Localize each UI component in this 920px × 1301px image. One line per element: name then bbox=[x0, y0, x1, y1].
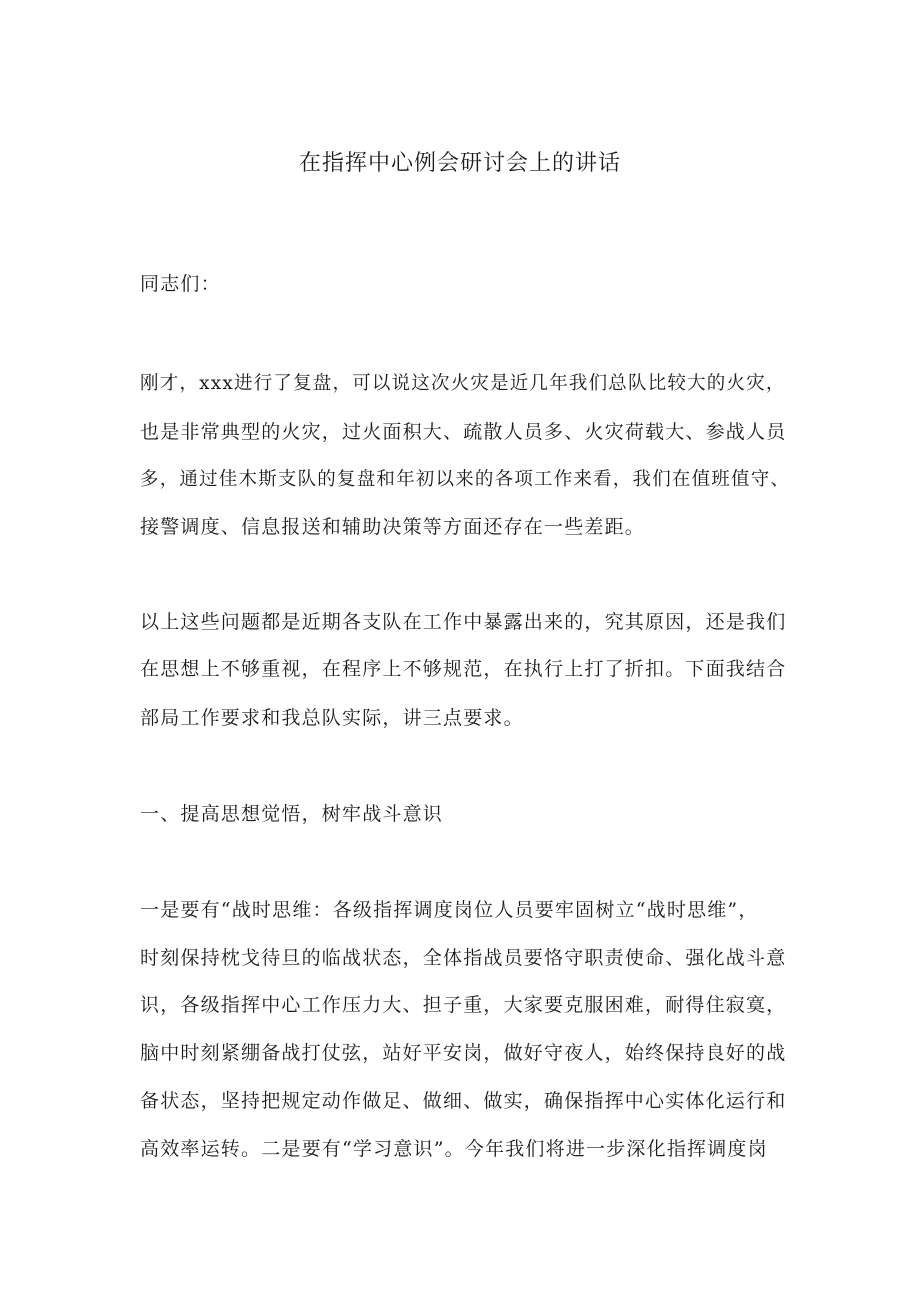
paragraph1-line3: 多，通过佳木斯支队的复盘和年初以来的各项工作来看，我们在值班值守、 bbox=[140, 469, 791, 490]
paragraph2-line3: 部局工作要求和我总队实际，讲三点要求。 bbox=[140, 707, 524, 729]
paragraph2-line2: 在思想上不够重视，在程序上不够规范，在执行上打了折扣。下面我结合 bbox=[140, 658, 787, 680]
document-title: 在指挥中心例会研讨会上的讲话 bbox=[298, 151, 621, 176]
paragraph1-line1: 刚才，xxx进行了复盘，可以说这次火灾是近几年我们总队比较大的火灾， bbox=[140, 373, 786, 394]
paragraph3-line5: 备状态，坚持把规定动作做足、做细、做实，确保指挥中心实体化运行和 bbox=[140, 1090, 787, 1112]
paragraph3-line3: 识，各级指挥中心工作压力大、担子重，大家要克服困难，耐得住寂寞， bbox=[140, 994, 787, 1016]
section-heading-1: 一、提高思想觉悟，树牢战斗意识 bbox=[140, 803, 444, 825]
salutation: 同志们： bbox=[140, 273, 221, 295]
paragraph3-line6: 高效率运转。二是要有“学习意识”。今年我们将进一步深化指挥调度岗 bbox=[140, 1138, 768, 1160]
paragraph2-line1: 以上这些问题都是近期各支队在工作中暴露出来的，究其原因，还是我们 bbox=[140, 611, 787, 633]
paragraph3-line4: 脑中时刻紧绷备战打仗弦，站好平安岗，做好守夜人，始终保持良好的战 bbox=[140, 1042, 787, 1064]
paragraph1-line2: 也是非常典型的火灾，过火面积大、疏散人员多、火灾荷载大、参战人员 bbox=[140, 421, 787, 443]
paragraph1-line4: 接警调度、信息报送和辅助决策等方面还存在一些差距。 bbox=[140, 516, 646, 538]
paragraph3-line2: 时刻保持枕戈待旦的临战状态，全体指战员要恪守职责使命、强化战斗意 bbox=[140, 947, 787, 969]
paragraph3-line1: 一是要有“战时思维：各级指挥调度岗位人员要牢固树立“战时思维”， bbox=[140, 899, 759, 921]
